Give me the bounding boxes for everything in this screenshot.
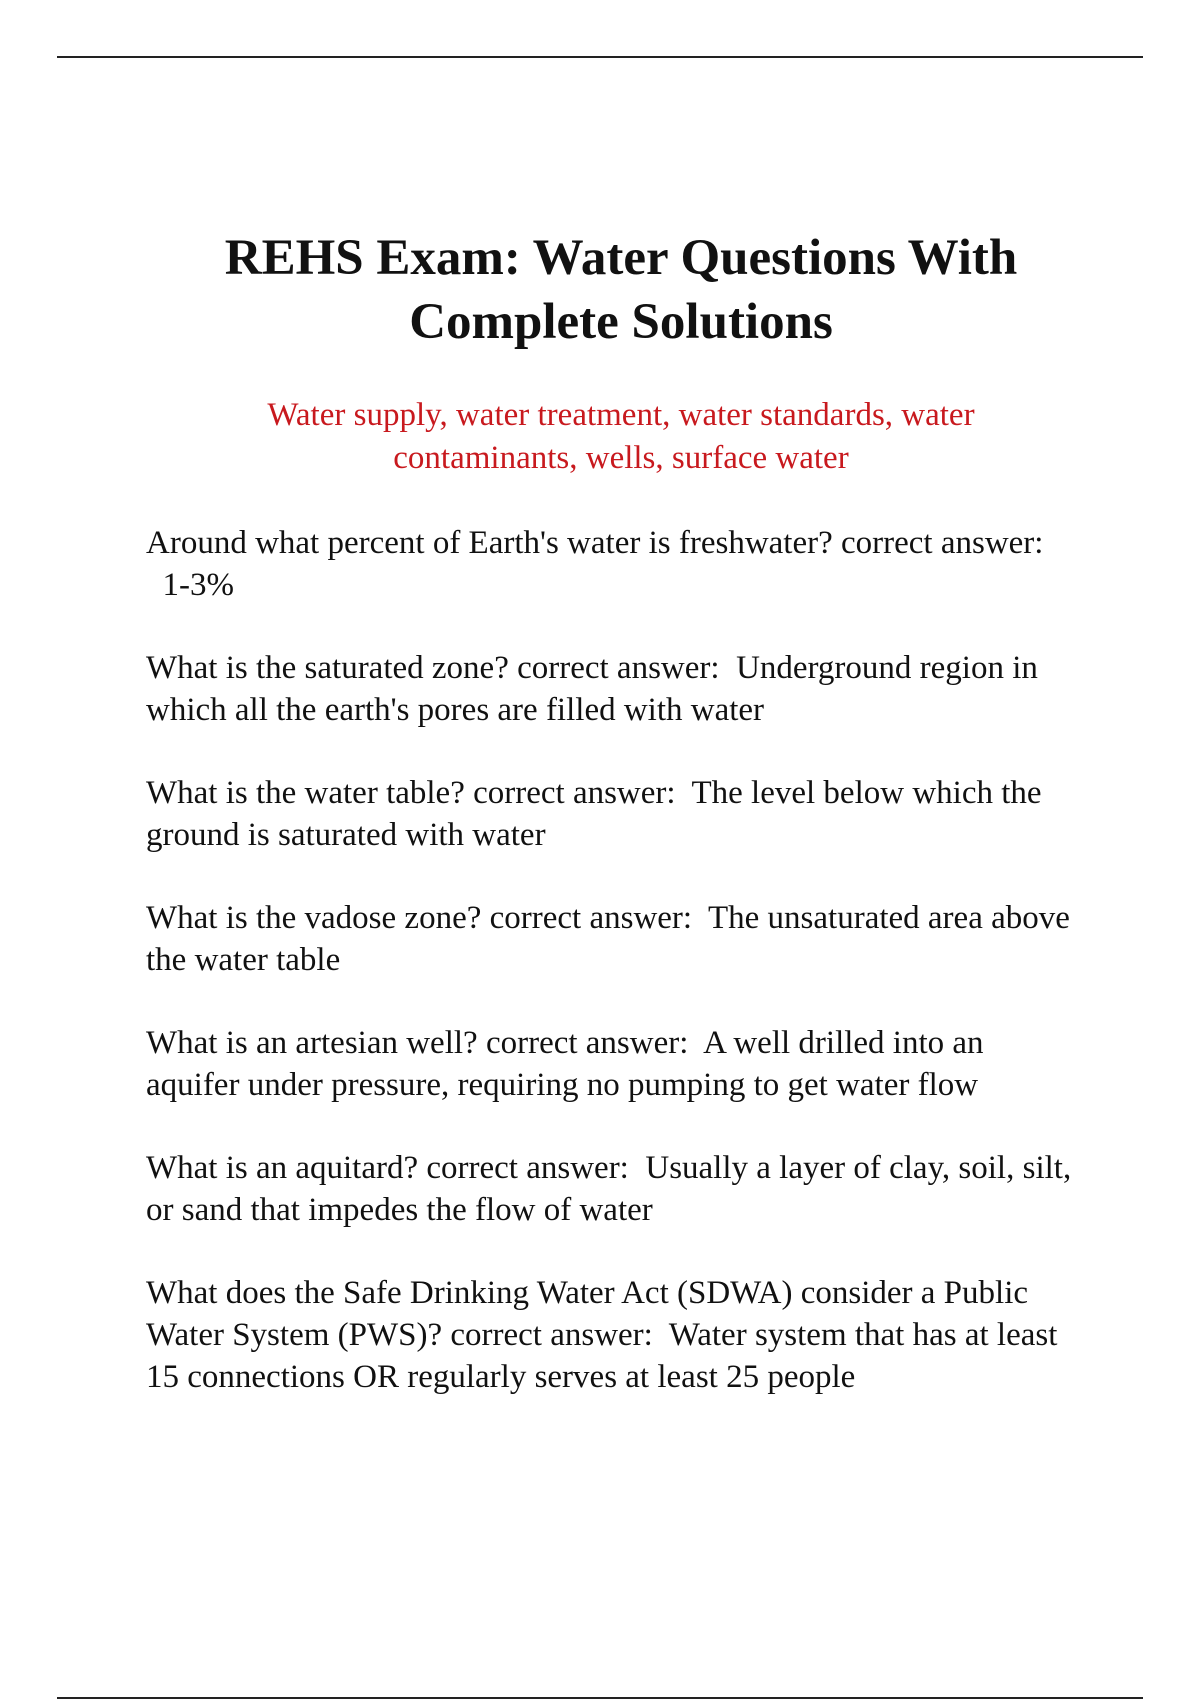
qa-question: What does the Safe Drinking Water Act (SDWA) consider a Public Water System (PWS)? correct answer: xyxy=(146,1275,1029,1353)
qa-answer: Usually a layer of clay, soil, silt, or sand that impedes the flow of water xyxy=(146,1150,1072,1228)
document-subtitle: Water supply, water treatment, water standards, water contaminants, wells, surface water xyxy=(267,397,975,476)
qa-item xyxy=(146,647,1096,731)
qa-answer: The unsaturated area above the water table xyxy=(146,900,1070,978)
qa-item xyxy=(146,897,1096,981)
page-content xyxy=(146,226,1096,1439)
qa-answer: Underground region in which all the earth's pores are filled with water xyxy=(146,650,1038,728)
qa-question: What is the vadose zone? correct answer: xyxy=(146,900,693,936)
qa-answer: 1-3% xyxy=(162,567,234,603)
footer-rule xyxy=(57,1697,1143,1699)
qa-question: Around what percent of Earth's water is freshwater? correct answer: xyxy=(146,525,1044,561)
qa-question: What is the saturated zone? correct answer: xyxy=(146,650,720,686)
qa-item xyxy=(146,772,1096,856)
qa-item xyxy=(146,1272,1096,1398)
qa-answer: The level below which the ground is saturated with water xyxy=(146,775,1042,853)
qa-item xyxy=(146,522,1096,606)
qa-question: What is an artesian well? correct answer: xyxy=(146,1025,689,1061)
qa-item xyxy=(146,1022,1096,1106)
qa-list xyxy=(146,522,1096,1398)
header-rule xyxy=(57,56,1143,58)
document-title: REHS Exam: Water Questions With Complete Solutions xyxy=(224,230,1018,350)
qa-answer: A well drilled into an aquifer under pressure, requiring no pumping to get water flow xyxy=(146,1025,984,1103)
qa-question: What is the water table? correct answer: xyxy=(146,775,676,811)
qa-answer: Water system that has at least 15 connections OR regularly serves at least 25 people xyxy=(146,1317,1058,1395)
qa-item xyxy=(146,1147,1096,1231)
qa-question: What is an aquitard? correct answer: xyxy=(146,1150,629,1186)
